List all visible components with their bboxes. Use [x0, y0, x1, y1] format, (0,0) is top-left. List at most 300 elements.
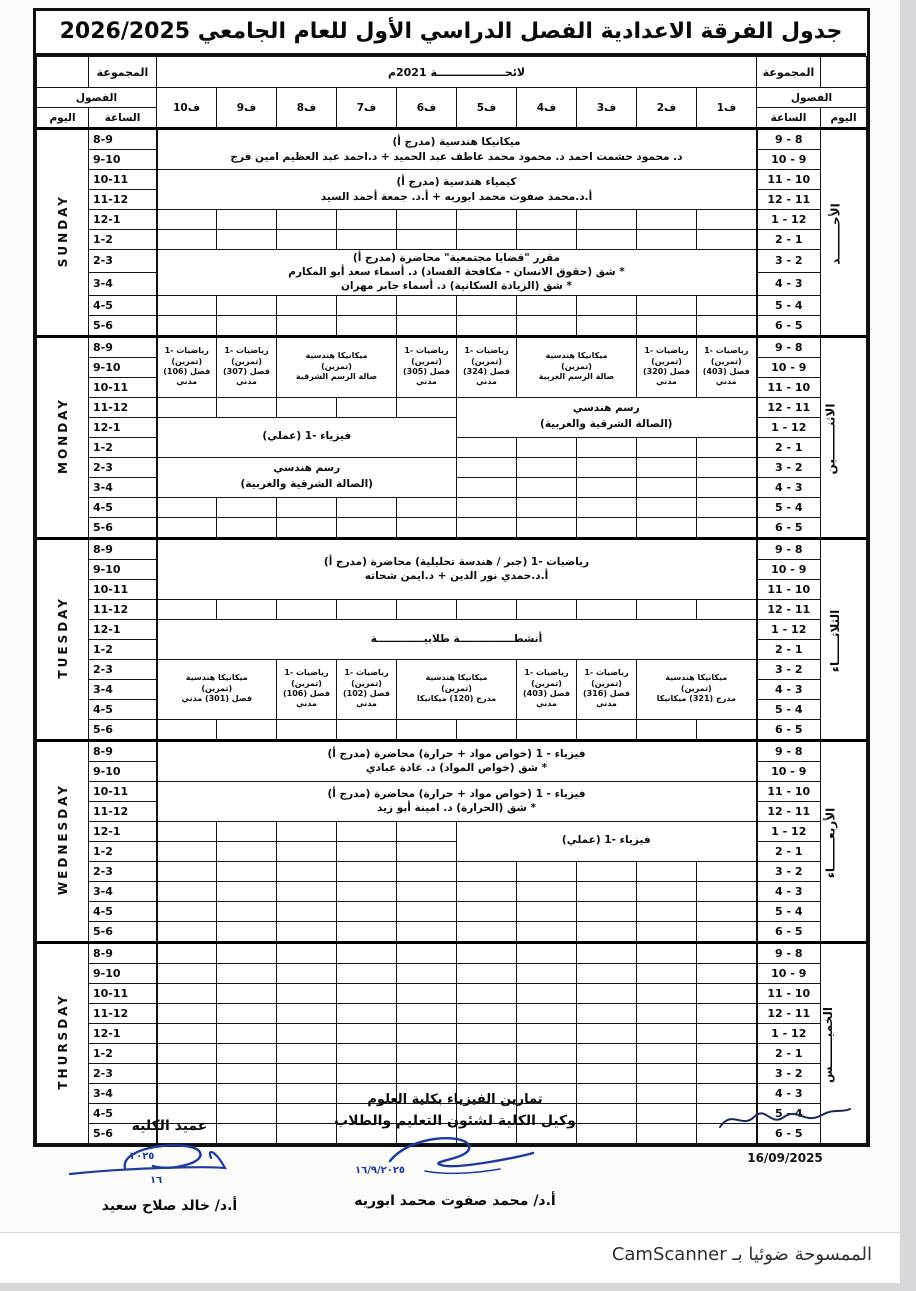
empty-slot — [577, 497, 637, 517]
hour-cell-right: 12 - 11 — [757, 190, 821, 210]
hour-cell-left: 9-10 — [89, 559, 157, 579]
empty-slot — [637, 497, 697, 517]
class-block: رياضيات -1 (تمرين) فصل (305) مدني — [397, 336, 457, 397]
empty-slot — [397, 397, 457, 417]
hour-cell-left: 10-11 — [89, 781, 157, 801]
empty-slot — [277, 942, 337, 963]
class-column-header: ف2 — [637, 88, 697, 129]
hour-cell-right: 6 - 5 — [757, 517, 821, 538]
empty-slot — [577, 901, 637, 921]
empty-slot — [457, 963, 517, 983]
hour-cell-left: 1-2 — [89, 639, 157, 659]
empty-slot — [217, 983, 277, 1003]
empty-slot — [217, 1043, 277, 1063]
day-label-left: اليوم — [37, 108, 89, 129]
empty-slot — [457, 457, 517, 477]
class-block: فيزياء -1 (عملي) — [157, 417, 457, 457]
hour-cell-left: 8-9 — [89, 538, 157, 559]
empty-slot — [337, 1043, 397, 1063]
day-name-en: WEDNESDAY — [37, 740, 89, 942]
empty-slot — [397, 1003, 457, 1023]
hour-cell-right: 2 - 1 — [757, 1043, 821, 1063]
page-title: جدول الفرقة الاعدادية الفصل الدراسي الأول للعام الجامعي 2026/2025 — [36, 11, 866, 56]
empty-slot — [337, 210, 397, 230]
empty-slot — [397, 1023, 457, 1043]
hour-row — [37, 719, 867, 740]
class-column-header: ف1 — [697, 88, 757, 129]
empty-slot — [517, 230, 577, 250]
hour-row — [37, 781, 867, 801]
empty-slot — [217, 719, 277, 740]
empty-slot — [637, 517, 697, 538]
empty-slot — [217, 881, 277, 901]
empty-slot — [457, 497, 517, 517]
empty-slot — [697, 210, 757, 230]
empty-slot — [157, 497, 217, 517]
empty-slot — [457, 861, 517, 881]
class-block: كيمياء هندسية (مدرج أ) أ.د.محمد صفوت محمد ابوريه + أ.د. جمعة أحمد السيد — [157, 170, 757, 210]
hour-cell-left: 3-4 — [89, 477, 157, 497]
group-empty-cell — [37, 57, 89, 88]
empty-slot — [337, 881, 397, 901]
hour-cell-right: 11 - 10 — [757, 377, 821, 397]
empty-slot — [457, 477, 517, 497]
empty-slot — [217, 497, 277, 517]
hour-cell-left: 8-9 — [89, 740, 157, 761]
hour-cell-left: 3-4 — [89, 881, 157, 901]
empty-slot — [397, 230, 457, 250]
empty-slot — [697, 457, 757, 477]
hour-cell-left: 4-5 — [89, 699, 157, 719]
empty-slot — [517, 1003, 577, 1023]
empty-slot — [577, 1063, 637, 1083]
hour-cell-left: 5-6 — [89, 1123, 157, 1143]
empty-slot — [637, 942, 697, 963]
hour-row — [37, 457, 867, 477]
timetable — [33, 8, 870, 1147]
empty-slot — [697, 901, 757, 921]
empty-slot — [637, 457, 697, 477]
empty-slot — [277, 963, 337, 983]
class-column-header: ف4 — [517, 88, 577, 129]
vice-dean-sign-date: ١٦/٩/٢٠٢٥ — [355, 1165, 406, 1176]
empty-slot — [457, 1003, 517, 1023]
empty-slot — [157, 821, 217, 841]
hour-cell-right: 6 - 5 — [757, 315, 821, 336]
hour-cell-left: 5-6 — [89, 315, 157, 336]
hour-cell-left: 8-9 — [89, 336, 157, 357]
class-block: ميكانيكا هندسية (تمرين) صالة الرسم الشرقية — [277, 336, 397, 397]
empty-slot — [577, 315, 637, 336]
classes-row — [37, 88, 867, 108]
hour-row — [37, 295, 867, 315]
empty-slot — [337, 901, 397, 921]
hour-row — [37, 1003, 867, 1023]
empty-slot — [157, 841, 217, 861]
hour-cell-right: 12 - 11 — [757, 801, 821, 821]
class-block: رياضيات -1 (تمرين) فصل (106) مدني — [277, 659, 337, 719]
hour-cell-right: 9 - 8 — [757, 538, 821, 559]
empty-slot — [577, 210, 637, 230]
empty-slot — [517, 901, 577, 921]
empty-slot — [517, 963, 577, 983]
hour-cell-right: 3 - 2 — [757, 1063, 821, 1083]
empty-slot — [697, 881, 757, 901]
empty-slot — [697, 517, 757, 538]
dean-title: عميد الكلية — [131, 1118, 208, 1134]
empty-slot — [157, 230, 217, 250]
empty-slot — [637, 599, 697, 619]
empty-slot — [277, 599, 337, 619]
empty-slot — [637, 901, 697, 921]
hour-cell-left: 11-12 — [89, 190, 157, 210]
empty-slot — [217, 821, 277, 841]
hour-cell-right: 10 - 9 — [757, 150, 821, 170]
hour-row — [37, 821, 867, 841]
hour-cell-left: 11-12 — [89, 599, 157, 619]
empty-slot — [277, 1023, 337, 1043]
hour-cell-left: 4-5 — [89, 295, 157, 315]
empty-slot — [397, 315, 457, 336]
empty-slot — [157, 1023, 217, 1043]
hour-row — [37, 497, 867, 517]
empty-slot — [157, 295, 217, 315]
empty-slot — [397, 719, 457, 740]
empty-slot — [697, 1043, 757, 1063]
hour-cell-right: 5 - 4 — [757, 497, 821, 517]
empty-slot — [697, 719, 757, 740]
empty-slot — [457, 1023, 517, 1043]
empty-slot — [337, 295, 397, 315]
empty-slot — [577, 942, 637, 963]
empty-slot — [577, 599, 637, 619]
hour-cell-right: 1 - 12 — [757, 619, 821, 639]
empty-slot — [277, 1003, 337, 1023]
empty-slot — [517, 457, 577, 477]
group-label-right: المجموعة — [757, 57, 821, 88]
empty-slot — [337, 1063, 397, 1083]
empty-slot — [637, 861, 697, 881]
hour-row — [37, 1063, 867, 1083]
hour-row — [37, 210, 867, 230]
hour-cell-right: 9 - 8 — [757, 336, 821, 357]
approval-date: 16/09/2025 — [747, 1151, 823, 1165]
hour-cell-right: 6 - 5 — [757, 1123, 821, 1143]
empty-slot — [697, 1023, 757, 1043]
hour-cell-left: 9-10 — [89, 761, 157, 781]
hour-cell-right: 4 - 3 — [757, 477, 821, 497]
empty-slot — [217, 295, 277, 315]
hour-cell-left: 5-6 — [89, 719, 157, 740]
hour-row — [37, 1043, 867, 1063]
camscanner-bar — [0, 1232, 900, 1283]
class-block: فيزياء -1 (عملي) — [457, 821, 757, 861]
empty-slot — [337, 230, 397, 250]
empty-slot — [397, 1063, 457, 1083]
empty-slot — [577, 921, 637, 942]
empty-slot — [577, 983, 637, 1003]
hour-cell-left: 10-11 — [89, 579, 157, 599]
class-block: رياضيات -1 (تمرين) فصل (102) مدني — [337, 659, 397, 719]
footer-registrar — [695, 1095, 875, 1165]
class-column-header: ف6 — [397, 88, 457, 129]
empty-slot — [277, 821, 337, 841]
empty-slot — [697, 1063, 757, 1083]
day-name-en: THURSDAY — [37, 942, 89, 1143]
hour-cell-right: 10 - 9 — [757, 963, 821, 983]
hour-cell-left: 3-4 — [89, 1083, 157, 1103]
hour-cell-right: 11 - 10 — [757, 170, 821, 190]
empty-slot — [637, 1123, 697, 1143]
class-block: رياضيات -1 (جبر / هندسة تحليلية) محاضرة (مدرج أ) أ.د.حمدي نور الدين + د.ايمن شحاته — [157, 538, 757, 599]
empty-slot — [577, 477, 637, 497]
hour-cell-right: 4 - 3 — [757, 272, 821, 295]
hour-row — [37, 1023, 867, 1043]
footer-dean — [52, 1112, 287, 1214]
empty-slot — [397, 1043, 457, 1063]
empty-slot — [517, 861, 577, 881]
hour-row — [37, 599, 867, 619]
empty-slot — [517, 599, 577, 619]
hour-cell-left: 10-11 — [89, 377, 157, 397]
registrar-signature — [695, 1099, 875, 1145]
empty-slot — [337, 719, 397, 740]
empty-slot — [157, 517, 217, 538]
hour-row — [37, 170, 867, 190]
empty-slot — [157, 942, 217, 963]
class-block: رياضيات -1 (تمرين) فصل (316) مدني — [577, 659, 637, 719]
empty-slot — [517, 315, 577, 336]
empty-slot — [457, 983, 517, 1003]
empty-slot — [457, 1063, 517, 1083]
empty-slot — [697, 230, 757, 250]
hour-cell-left: 4-5 — [89, 901, 157, 921]
empty-slot — [277, 983, 337, 1003]
empty-slot — [637, 1063, 697, 1083]
empty-slot — [337, 821, 397, 841]
hour-cell-right: 12 - 11 — [757, 1003, 821, 1023]
hour-cell-right: 10 - 9 — [757, 559, 821, 579]
empty-slot — [457, 921, 517, 942]
hour-cell-right: 2 - 1 — [757, 437, 821, 457]
empty-slot — [517, 942, 577, 963]
hour-row — [37, 619, 867, 639]
empty-slot — [457, 719, 517, 740]
class-column-header: ف5 — [457, 88, 517, 129]
empty-slot — [217, 599, 277, 619]
class-block: رياضيات -1 (تمرين) فصل (307) مدني — [217, 336, 277, 397]
class-block: ميكانيكا هندسية (مدرج أ) د. محمود حشمت احمد د. محمود محمد عاطف عبد الحميد + د.احمد عبد العظيم امين فرج — [157, 129, 757, 170]
empty-slot — [517, 1063, 577, 1083]
empty-slot — [337, 942, 397, 963]
empty-slot — [157, 315, 217, 336]
empty-slot — [637, 963, 697, 983]
hour-cell-right: 12 - 11 — [757, 397, 821, 417]
empty-slot — [217, 861, 277, 881]
empty-slot — [217, 1083, 277, 1103]
empty-slot — [277, 517, 337, 538]
empty-slot — [517, 210, 577, 230]
empty-slot — [157, 719, 217, 740]
vice-dean-title: وكيل الكلية لشئون التعليم والطلاب — [334, 1113, 576, 1129]
class-block: مقرر "قضايا مجتمعية" محاضرة (مدرج أ) * شق (حقوق الانسان - مكافحة الفساد) د. أسماء سعد أبو المكارم * شق (الزيادة السكانية) د. أسماء جابر مهران — [157, 250, 757, 296]
hour-cell-left: 2-3 — [89, 659, 157, 679]
empty-slot — [277, 210, 337, 230]
empty-slot — [517, 983, 577, 1003]
empty-slot — [337, 397, 397, 417]
empty-slot — [397, 210, 457, 230]
group-empty-cell — [821, 57, 867, 88]
empty-slot — [217, 963, 277, 983]
empty-slot — [457, 517, 517, 538]
empty-slot — [157, 983, 217, 1003]
hour-cell-left: 11-12 — [89, 1003, 157, 1023]
empty-slot — [157, 1063, 217, 1083]
hour-cell-right: 1 - 12 — [757, 821, 821, 841]
hour-label-left: الساعة — [89, 108, 157, 129]
day-label-right: اليوم — [821, 108, 867, 129]
regulation-cell: لائحــــــــــــــــــة 2021م — [157, 57, 757, 88]
empty-slot — [517, 497, 577, 517]
hour-cell-right: 9 - 8 — [757, 740, 821, 761]
empty-slot — [517, 1043, 577, 1063]
empty-slot — [277, 315, 337, 336]
hour-row — [37, 129, 867, 150]
day-name-ar: الثلاثــــــاء — [821, 538, 867, 740]
class-block: فيزياء - 1 (خواص مواد + حرارة) محاضرة (مدرج أ) * شق (خواص المواد) د. غادة عبادي — [157, 740, 757, 781]
hour-row — [37, 861, 867, 881]
hour-cell-left: 12-1 — [89, 619, 157, 639]
hour-cell-left: 1-2 — [89, 841, 157, 861]
hour-cell-right: 2 - 1 — [757, 639, 821, 659]
empty-slot — [277, 881, 337, 901]
hour-label-right: الساعة — [757, 108, 821, 129]
empty-slot — [697, 497, 757, 517]
signature-icon — [710, 1099, 860, 1141]
hour-cell-left: 8-9 — [89, 129, 157, 150]
vice-dean-name: أ.د/ محمد صفوت محمد ابوريه — [354, 1193, 556, 1209]
hour-row — [37, 517, 867, 538]
hour-cell-right: 9 - 8 — [757, 942, 821, 963]
empty-slot — [637, 983, 697, 1003]
hour-cell-left: 11-12 — [89, 801, 157, 821]
empty-slot — [577, 457, 637, 477]
empty-slot — [637, 1083, 697, 1103]
empty-slot — [637, 437, 697, 457]
classes-label-left: الفصول — [37, 88, 157, 108]
hour-row — [37, 740, 867, 761]
empty-slot — [637, 315, 697, 336]
empty-slot — [697, 963, 757, 983]
hour-cell-left: 1-2 — [89, 1043, 157, 1063]
empty-slot — [217, 315, 277, 336]
hour-cell-left: 8-9 — [89, 942, 157, 963]
class-block: فيزياء - 1 (خواص مواد + حرارة) محاضرة (مدرج أ) * شق (الحرارة) د. امينة أبو زيد — [157, 781, 757, 821]
empty-slot — [397, 821, 457, 841]
hour-cell-right: 11 - 10 — [757, 781, 821, 801]
empty-slot — [397, 841, 457, 861]
empty-slot — [577, 517, 637, 538]
hour-cell-right: 5 - 4 — [757, 295, 821, 315]
footer-center — [285, 1092, 625, 1209]
hour-cell-left: 3-4 — [89, 272, 157, 295]
empty-slot — [697, 295, 757, 315]
hour-cell-left: 11-12 — [89, 397, 157, 417]
empty-slot — [577, 437, 637, 457]
hour-cell-left: 2-3 — [89, 250, 157, 273]
empty-slot — [637, 1003, 697, 1023]
empty-slot — [337, 963, 397, 983]
empty-slot — [697, 983, 757, 1003]
hour-cell-left: 9-10 — [89, 150, 157, 170]
dean-sign-note: ٢٠٢٥ — [130, 1151, 155, 1162]
empty-slot — [337, 921, 397, 942]
empty-slot — [397, 517, 457, 538]
empty-slot — [337, 1023, 397, 1043]
hour-row — [37, 336, 867, 357]
class-block: رياضيات -1 (تمرين) فصل (106) مدني — [157, 336, 217, 397]
empty-slot — [157, 861, 217, 881]
empty-slot — [637, 881, 697, 901]
hour-row — [37, 250, 867, 273]
hour-row — [37, 942, 867, 963]
hour-cell-left: 1-2 — [89, 230, 157, 250]
hour-cell-right: 3 - 2 — [757, 861, 821, 881]
empty-slot — [697, 315, 757, 336]
empty-slot — [697, 477, 757, 497]
class-block: ميكانيكا هندسية (تمرين) مدرج (321) ميكانيكا — [637, 659, 757, 719]
hour-cell-right: 6 - 5 — [757, 921, 821, 942]
empty-slot — [577, 1003, 637, 1023]
empty-slot — [517, 517, 577, 538]
day-name-en: TUESDAY — [37, 538, 89, 740]
empty-slot — [517, 477, 577, 497]
hour-row — [37, 230, 867, 250]
empty-slot — [277, 230, 337, 250]
hour-cell-right: 4 - 3 — [757, 1083, 821, 1103]
hour-cell-left: 3-4 — [89, 679, 157, 699]
hour-cell-right: 9 - 8 — [757, 129, 821, 150]
empty-slot — [457, 901, 517, 921]
empty-slot — [277, 841, 337, 861]
empty-slot — [337, 983, 397, 1003]
empty-slot — [277, 861, 337, 881]
hour-cell-left: 4-5 — [89, 1103, 157, 1123]
hour-cell-right: 2 - 1 — [757, 841, 821, 861]
hour-cell-right: 11 - 10 — [757, 983, 821, 1003]
day-name-ar: الاثنــــــــين — [821, 336, 867, 538]
hour-cell-left: 10-11 — [89, 170, 157, 190]
hour-cell-right: 1 - 12 — [757, 210, 821, 230]
class-block: ميكانيكا هندسية (تمرين) فصل (301) مدني — [157, 659, 277, 719]
class-column-header: ف10 — [157, 88, 217, 129]
empty-slot — [217, 841, 277, 861]
hour-cell-left: 12-1 — [89, 210, 157, 230]
empty-slot — [157, 1003, 217, 1023]
empty-slot — [157, 881, 217, 901]
group-label-left: المجموعة — [89, 57, 157, 88]
empty-slot — [577, 295, 637, 315]
empty-slot — [397, 295, 457, 315]
empty-slot — [397, 983, 457, 1003]
empty-slot — [157, 210, 217, 230]
empty-slot — [697, 599, 757, 619]
empty-slot — [697, 1003, 757, 1023]
physics-exercises-note: تمارين الفيزياء بكلية العلوم — [367, 1092, 543, 1107]
hour-row — [37, 963, 867, 983]
hour-row — [37, 881, 867, 901]
vice-dean-signature — [285, 1133, 625, 1191]
